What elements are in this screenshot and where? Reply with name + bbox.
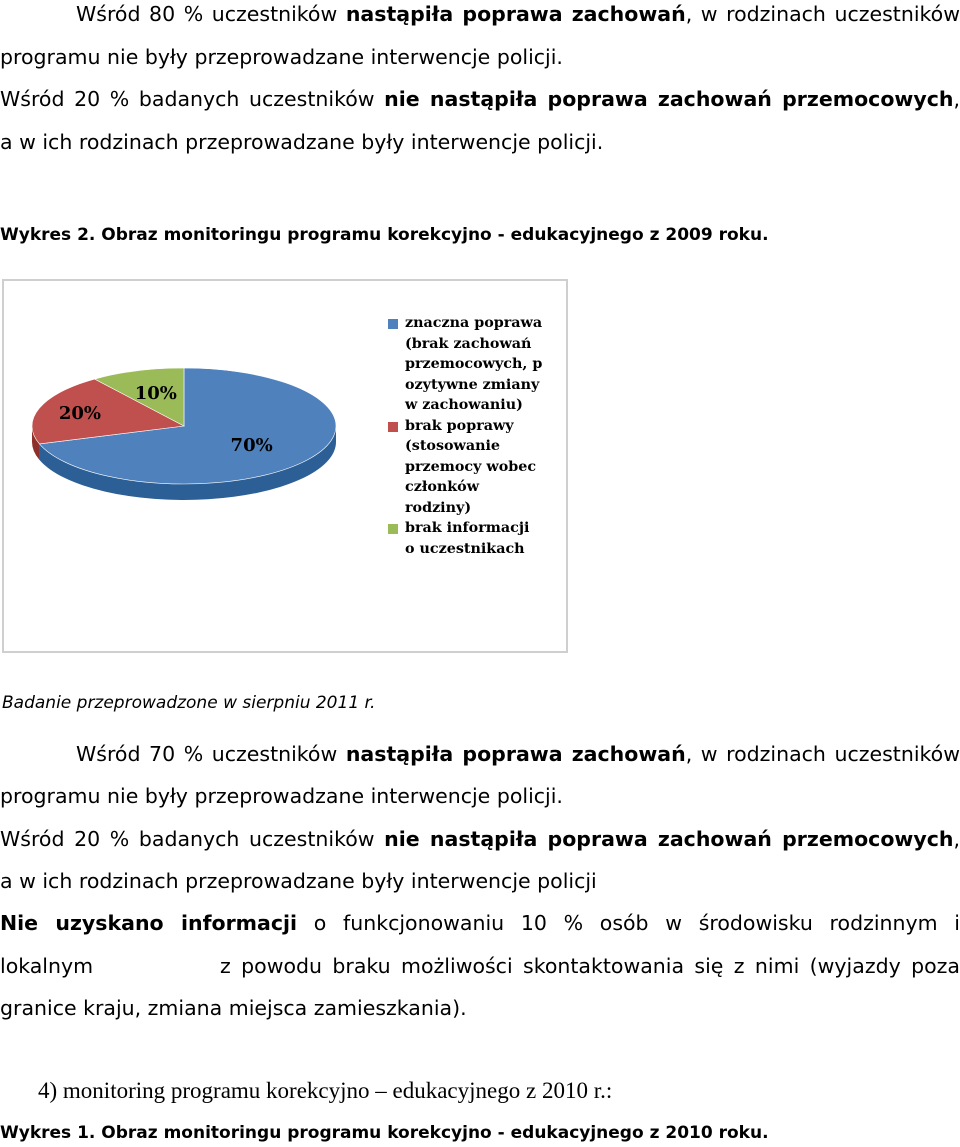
paragraph-2-line-3: Wśród 20 % badanych uczestników nie nastąpiła poprawa zachowań przemocowych, [0,827,960,851]
legend-label-no-improvement: brak poprawy (stosowanie przemocy wobec członków rodziny) [405,417,537,516]
paragraph-3-word-lokalnym: lokalnym [0,954,94,978]
paragraph-1-line-3: Wśród 20 % badanych uczestników nie nastąpiła poprawa zachowań przemocowych, [0,87,960,111]
figure-heading: Wykres 2. Obraz monitoringu programu korekcyjno - edukacyjnego z 2009 roku. [0,225,769,245]
legend-label-no-information: brak informacji o uczestnikach [405,520,530,557]
paragraph-1-line-4: a w ich rodzinach przeprowadzane były interwencje policji. [0,130,604,154]
legend-label-significant-improvement: znaczna poprawa (brak zachowań przemocowych, p ozytywne zmiany w zachowaniu) [405,315,543,413]
chart-caption: Badanie przeprowadzone w sierpniu 2011 r. [2,693,376,713]
paragraph-1-line-2: programu nie były przeprowadzane interwencje policji. [0,45,563,69]
list-item-4: 4) monitoring programu korekcyjno – edukacyjnego z 2010 r.: [38,1078,613,1103]
legend-swatch-green [388,524,398,534]
chart-legend [388,313,565,559]
pie-data-label-0: 70% [230,434,273,456]
pie-data-label-2: 10% [134,382,177,404]
paragraph-1-line-1: Wśród 80 % uczestników nastąpiła poprawa zachowań, w rodzinach uczestników [76,2,960,26]
paragraph-3-line-2: z powodu braku możliwości skontaktowania się z nimi (wyjazdy poza [220,954,960,978]
legend-item-no-information [388,518,565,559]
legend-item-no-improvement [388,416,565,519]
paragraph-2-line-2: programu nie były przeprowadzane interwencje policji. [0,784,563,808]
pie-data-label-1: 20% [58,403,101,425]
paragraph-2-line-1: Wśród 70 % uczestników nastąpiła poprawa zachowań, w rodzinach uczestników [76,742,960,766]
legend-item-significant-improvement [388,313,565,416]
legend-swatch-blue [388,319,398,329]
paragraph-3-line-1: Nie uzyskano informacji o funkcjonowaniu 10 % osób w środowisku rodzinnym i [0,911,960,935]
figure-heading-2: Wykres 1. Obraz monitoringu programu korekcyjno - edukacyjnego z 2010 roku. [0,1123,769,1143]
paragraph-2-line-4: a w ich rodzinach przeprowadzane były interwencje policji [0,869,597,893]
paragraph-3-line-3: granice kraju, zmiana miejsca zamieszkania). [0,996,467,1020]
legend-swatch-red [388,422,398,432]
